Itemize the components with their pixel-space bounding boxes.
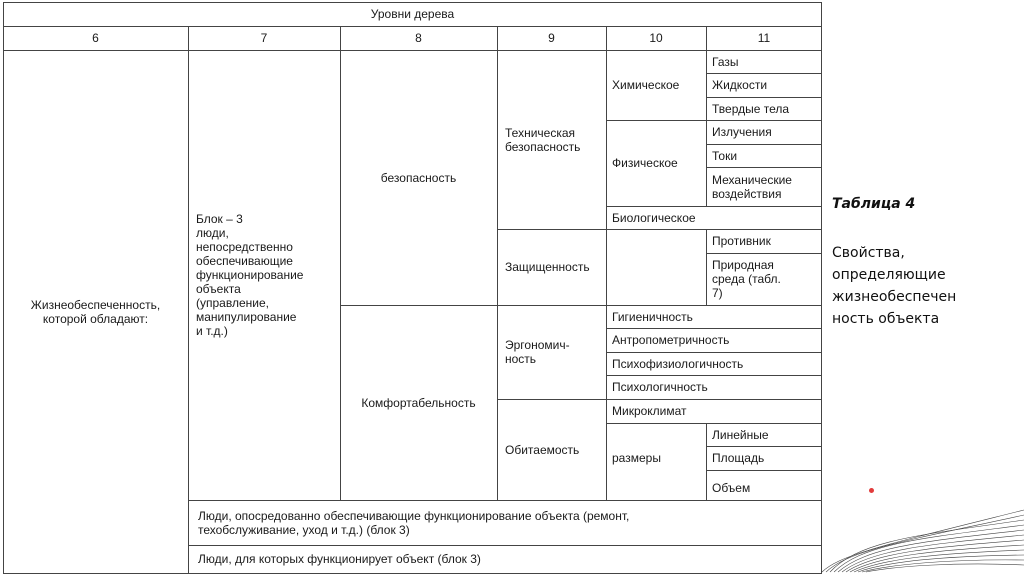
level-number-11: 11: [757, 31, 771, 45]
safety-cell: безопасность: [380, 170, 457, 185]
anthropometry-cell: Антропометричность: [612, 333, 730, 347]
sizes-cell: размеры: [612, 451, 661, 465]
comfort-cell: Комфортабельность: [361, 395, 476, 410]
technical-safety-cell: Техническая безопасность: [505, 125, 581, 154]
protection-cell: Защищенность: [505, 260, 590, 274]
wave-lines-decoration: [820, 480, 1024, 574]
level-number-8: 8: [415, 31, 422, 45]
block3-direct-people-cell: Блок – 3 люди, непосредственно обеспечивающие функционирование объекта (управление, манипулирование и т.д.): [196, 212, 304, 338]
natural-environment-cell: Природная среда (табл. 7): [712, 258, 781, 300]
psychophysiology-cell: Психофизиологичность: [612, 356, 744, 371]
mechanical-cell: Механические воздействия: [712, 172, 792, 201]
level-number-7: 7: [260, 31, 268, 45]
life-support-cell: Жизнеобеспеченность, которой обладают:: [30, 298, 161, 326]
level-number-6: 6: [92, 31, 99, 45]
adversary-cell: Противник: [712, 234, 771, 248]
biological-cell: Биологическое: [612, 210, 696, 225]
level-number-9: 9: [548, 31, 555, 45]
solids-cell: Твердые тела: [712, 101, 790, 116]
psychology-cell: Психологичность: [612, 380, 708, 394]
table-caption-description: Свойства, определяющие жизнеобеспечен ность объекта: [832, 245, 957, 327]
area-cell: Площадь: [712, 451, 765, 465]
physical-cell: Физическое: [612, 156, 678, 170]
radiation-cell: Излучения: [712, 125, 772, 139]
table-caption-title: Таблица 4: [832, 196, 916, 212]
gases-cell: Газы: [712, 54, 739, 69]
footer-beneficiaries: Люди, для которых функционирует объект (блок 3): [198, 552, 481, 566]
chemical-cell: Химическое: [612, 78, 680, 92]
currents-cell: Токи: [712, 148, 738, 163]
habitability-cell: Обитаемость: [505, 442, 580, 457]
microclimate-cell: Микроклимат: [612, 404, 687, 418]
footer-indirect-people: Люди, опосредованно обеспечивающие функционирование объекта (ремонт, техобслуживание, уход и т.д.) (блок 3): [198, 508, 630, 537]
volume-cell: Объем: [712, 481, 751, 495]
linear-cell: Линейные: [712, 427, 769, 442]
table-title: Уровни дерева: [370, 7, 455, 21]
liquids-cell: Жидкости: [712, 78, 768, 92]
level-number-10: 10: [649, 31, 663, 45]
ergonomics-cell: Эргономич- ность: [505, 338, 570, 366]
hygiene-cell: Гигиеничность: [612, 309, 693, 324]
